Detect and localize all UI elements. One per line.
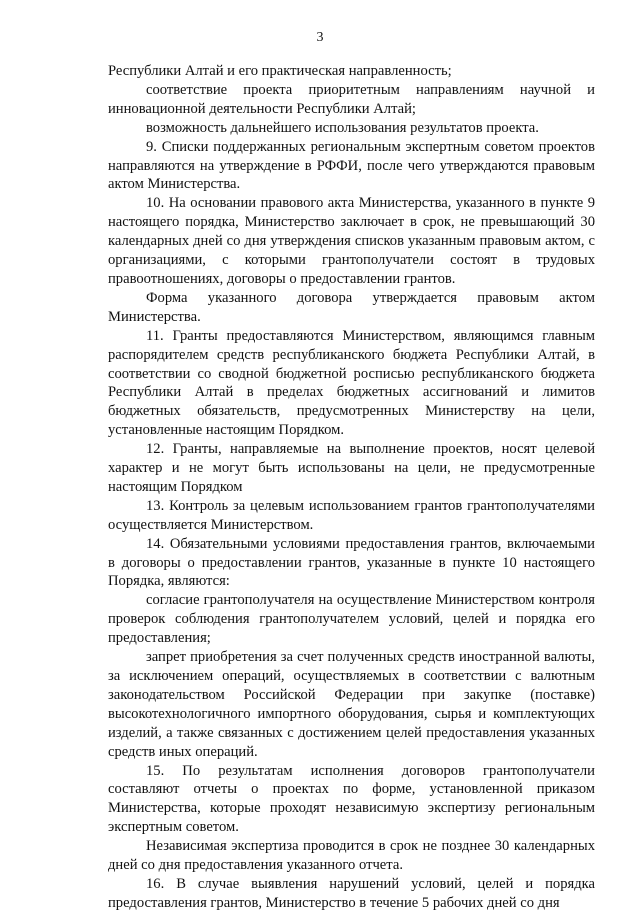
paragraph-continuation: Республики Алтай и его практическая направленность; [108, 63, 452, 79]
paragraph-item-12: 12. Гранты, направляемые на выполнение проектов, носят целевой характер и не могут быть использованы на цели, не предусмотренные настоящим Порядком [108, 441, 595, 495]
paragraph-criterion-further-use: возможность дальнейшего использования результатов проекта. [146, 119, 539, 136]
paragraph-item-9: 9. Списки поддержанных региональным экспертным советом проектов направляются на утверждение в РФФИ, после чего утверждаются правовым актом Министерства. [108, 138, 595, 193]
paragraph-item-11: 11. Гранты предоставляются Министерством, являющимся главным распорядителем средств республиканского бюджета Республики Алтай, в соответствии со сводной бюджетной росписью республиканского бюджета Республики Алтай в пределах бюджетных ассигнований и лимитов бюджетных обязательств, предусмотренных Министерству на цели, установленные настоящим Порядком. [108, 327, 595, 439]
paragraph-item-14: 14. Обязательными условиями предоставления грантов, включаемыми в договоры о предоставлении грантов, указанные в пункте 10 настоящего Порядка, являются: [108, 535, 595, 590]
paragraph-item-15: 15. По результатам исполнения договоров грантополучатели составляют отчеты о проектах по форме, установленной приказом Министерства, которые проходят независимую экспертизу региональным экспертным советом. [108, 762, 595, 836]
paragraph-condition-consent: согласие грантополучателя на осуществление Министерством контроля проверок соблюдения грантополучателем условий, целей и порядка его предоставления; [108, 592, 595, 647]
paragraph-criterion-priority: соответствие проекта приоритетным направлениям научной и инновационной деятельности Республики Алтай; [108, 81, 595, 117]
paragraph-item-10: 10. На основании правового акта Министерства, указанного в пункте 9 настоящего порядка, Министерство заключает в срок, не превышающий 30 календарных дней со дня утверждения списков указанным правовым актом, с организациями, с которыми грантополучатели состоят в трудовых правоотношениях, договоры о предоставлении грантов. [108, 195, 595, 287]
document-body [108, 62, 595, 913]
page-number: 3 [316, 30, 324, 45]
paragraph-contract-form: Форма указанного договора утверждается правовым актом Министерства. [108, 289, 595, 325]
paragraph-condition-currency-ban: запрет приобретения за счет полученных средств иностранной валюты, за исключением операций, осуществляемых в соответствии с валютным законодательством Российской Федерации при закупке (поставке) высокотехнологичного импортного оборудования, сырья и комплектующих изделий, а также связанных с достижением целей предоставления указанных средств иных операций. [108, 649, 595, 760]
paragraph-expertise-term: Независимая экспертиза проводится в срок не позднее 30 календарных дней со дня предоставления указанного отчета. [108, 838, 595, 874]
paragraph-item-13: 13. Контроль за целевым использованием грантов грантополучателями осуществляется Министерством. [108, 497, 595, 533]
paragraph-item-16: 16. В случае выявления нарушений условий, целей и порядка предоставления грантов, Министерство в течение 5 рабочих дней со дня [108, 875, 595, 911]
